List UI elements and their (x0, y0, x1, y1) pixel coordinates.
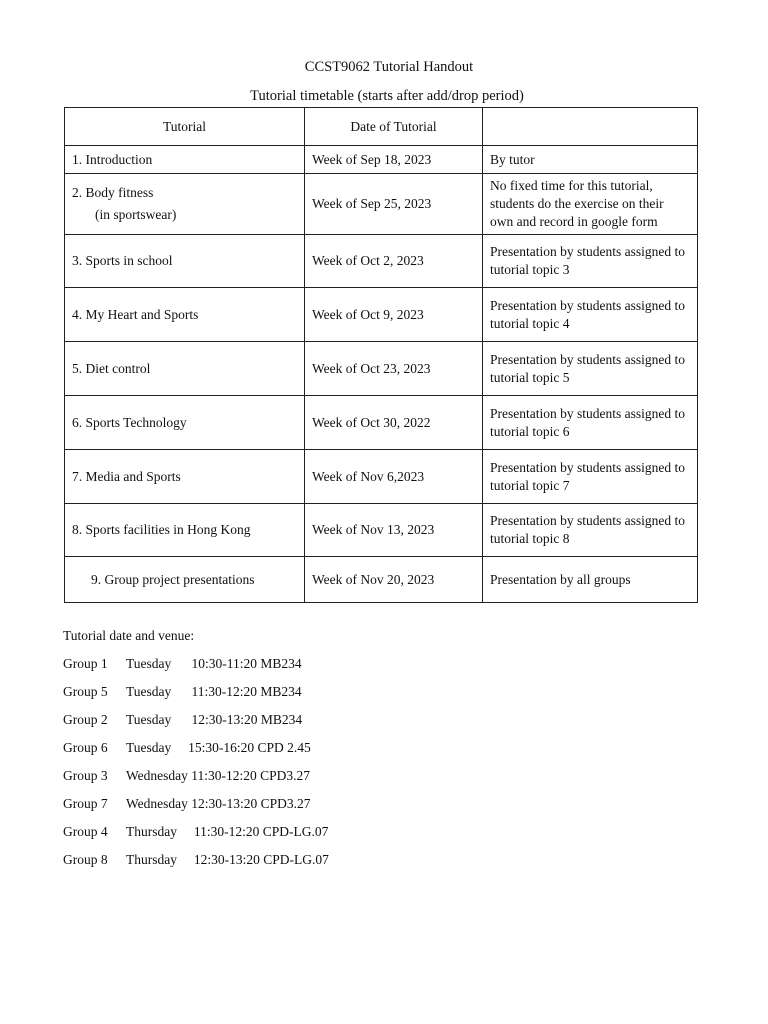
table-header-row (65, 108, 698, 146)
topic-cell: 8. Sports facilities in Hong Kong (65, 504, 305, 557)
table-row (65, 342, 698, 396)
group-schedule: Thursday 11:30-12:20 CPD-LG.07 (126, 824, 329, 839)
venue-row (63, 796, 329, 824)
group-label: Group 8 (63, 852, 108, 867)
group-label: Group 4 (63, 824, 108, 839)
venue-row (63, 712, 329, 740)
table-row (65, 235, 698, 288)
group-schedule: Tuesday 15:30-16:20 CPD 2.45 (126, 740, 311, 755)
venue-row (63, 768, 329, 796)
date-cell: Week of Sep 18, 2023 (305, 146, 483, 174)
group-label: Group 6 (63, 740, 108, 755)
topic-cell: 1. Introduction (65, 146, 305, 174)
topic-cell: 5. Diet control (65, 342, 305, 396)
date-cell: Week of Oct 30, 2022 (305, 396, 483, 450)
date-cell: Week of Sep 25, 2023 (305, 174, 483, 235)
group-schedule: Tuesday 10:30-11:20 MB234 (126, 656, 302, 671)
table-row (65, 557, 698, 603)
group-schedule: Tuesday 12:30-13:20 MB234 (126, 712, 303, 727)
topic-cell: 9. Group project presentations (65, 557, 305, 603)
group-label: Group 3 (63, 768, 108, 783)
note-cell: Presentation by students assigned to tutorial topic 6 (483, 396, 698, 450)
page-title: CCST9062 Tutorial Handout (304, 59, 474, 75)
topic-cell: 7. Media and Sports (65, 450, 305, 504)
venue-row (63, 740, 329, 768)
topic-cell: 6. Sports Technology (65, 396, 305, 450)
group-schedule: Tuesday 11:30-12:20 MB234 (126, 684, 302, 699)
group-label: Group 1 (63, 656, 108, 671)
topic-cell: 3. Sports in school (65, 235, 305, 288)
venue-row (63, 852, 329, 880)
date-cell: Week of Nov 13, 2023 (305, 504, 483, 557)
venue-section (63, 628, 329, 880)
venue-row (63, 684, 329, 712)
venue-row (63, 656, 329, 684)
topic-title: 2. Body fitness (72, 185, 154, 200)
table-caption: Tutorial timetable (starts after add/drop period) (250, 88, 524, 104)
date-cell: Week of Oct 23, 2023 (305, 342, 483, 396)
group-schedule: Wednesday 12:30-13:20 CPD3.27 (126, 796, 311, 811)
topic-cell: 4. My Heart and Sports (65, 288, 305, 342)
topic-cell (65, 174, 305, 235)
header-notes (483, 108, 698, 146)
note-cell: Presentation by students assigned to tutorial topic 8 (483, 504, 698, 557)
date-cell: Week of Oct 2, 2023 (305, 235, 483, 288)
date-cell: Week of Nov 6,2023 (305, 450, 483, 504)
table-row (65, 146, 698, 174)
header-date: Date of Tutorial (305, 108, 483, 146)
date-cell: Week of Oct 9, 2023 (305, 288, 483, 342)
date-cell: Week of Nov 20, 2023 (305, 557, 483, 603)
venue-heading: Tutorial date and venue: (63, 628, 195, 643)
note-cell: Presentation by students assigned to tutorial topic 7 (483, 450, 698, 504)
group-schedule: Thursday 12:30-13:20 CPD-LG.07 (126, 852, 329, 867)
group-schedule: Wednesday 11:30-12:20 CPD3.27 (126, 768, 311, 783)
group-label: Group 2 (63, 712, 108, 727)
table-row (65, 504, 698, 557)
note-cell: By tutor (483, 146, 698, 174)
note-cell: Presentation by students assigned to tutorial topic 3 (483, 235, 698, 288)
note-cell: Presentation by students assigned to tutorial topic 4 (483, 288, 698, 342)
note-cell: No fixed time for this tutorial, students do the exercise on their own and record in google form (483, 174, 698, 235)
table-row (65, 450, 698, 504)
table-row (65, 396, 698, 450)
table-row (65, 288, 698, 342)
group-label: Group 5 (63, 684, 108, 699)
tutorial-timetable (64, 107, 698, 603)
topic-subtitle: (in sportswear) (95, 207, 177, 222)
venue-row (63, 824, 329, 852)
note-cell: Presentation by students assigned to tutorial topic 5 (483, 342, 698, 396)
table-row (65, 174, 698, 235)
header-tutorial: Tutorial (65, 108, 305, 146)
note-cell: Presentation by all groups (483, 557, 698, 603)
group-label: Group 7 (63, 796, 108, 811)
